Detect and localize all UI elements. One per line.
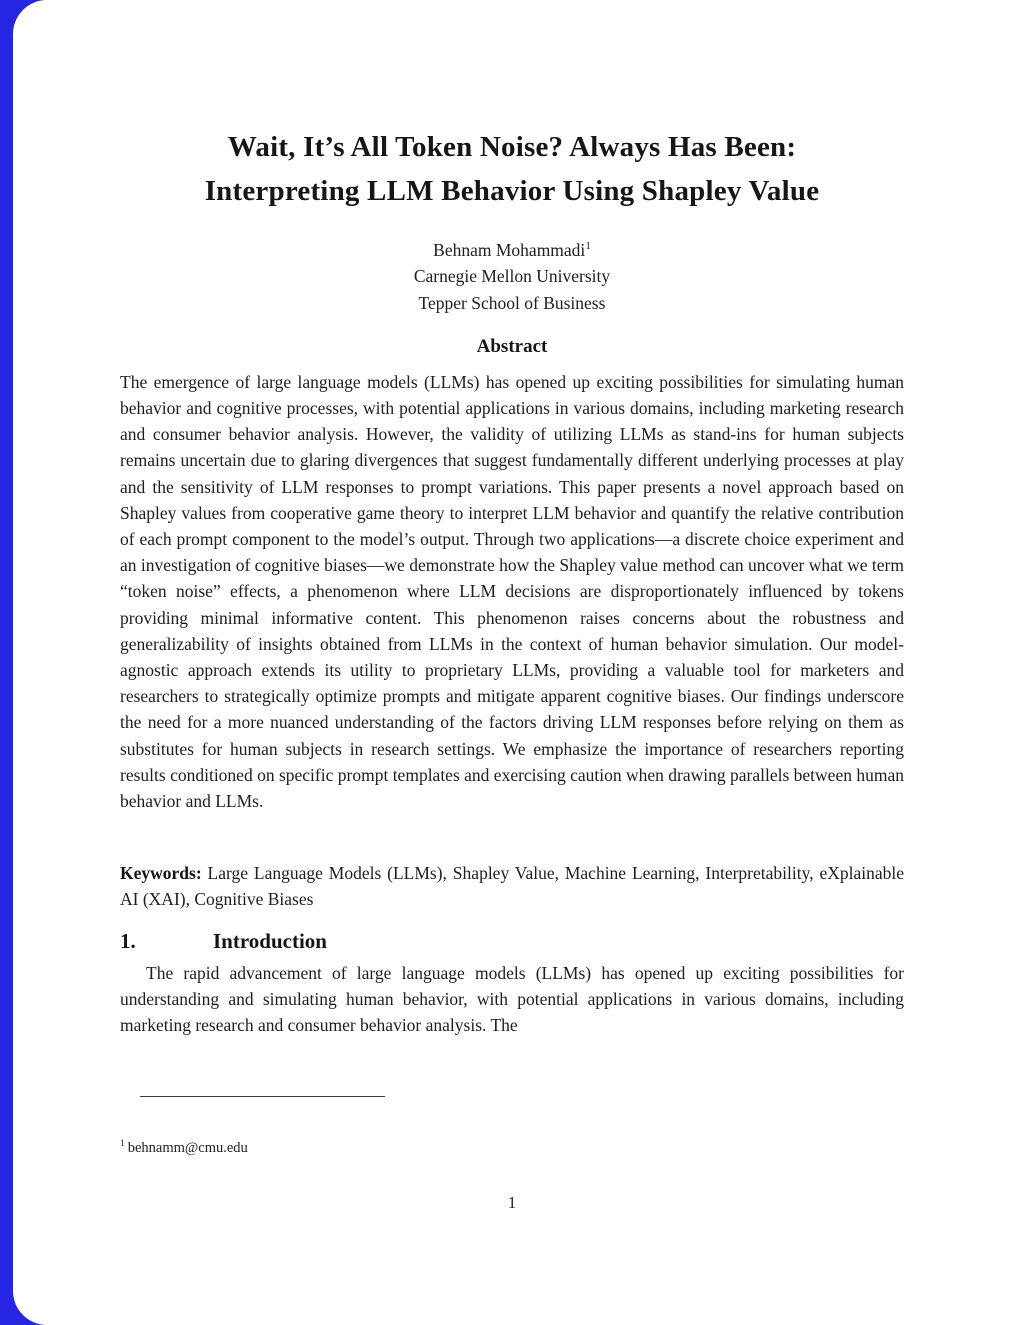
page-content — [120, 0, 904, 1213]
abstract-paragraph: The emergence of large language models (LLMs) has opened up exciting possibilities for simulating human behavior and cognitive processes, with potential applications in various domains, including marketing research and consumer behavior analysis. However, the validity of utilizing LLMs as stand-ins for human subjects remains uncertain due to glaring divergences that suggest fundamentally different underlying processes at play and the sensitivity of LLM responses to prompt variations. This paper presents a novel approach based on Shapley values from cooperative game theory to interpret LLM behavior and quantify the relative contribution of each prompt component to the model’s output. Through two applications—a discrete choice experiment and an investigation of cognitive biases—we demonstrate how the Shapley value method can uncover what we term “token noise” effects, a phenomenon where LLM decisions are disproportionately influenced by tokens providing minimal informative content. This phenomenon raises concerns about the robustness and generalizability of insights obtained from LLMs in the context of human behavior simulation. Our model-agnostic approach extends its utility to proprietary LLMs, providing a valuable tool for marketers and researchers to strategically optimize prompts and mitigate apparent cognitive biases. Our findings underscore the need for a more nuanced understanding of the factors driving LLM responses before relying on them as substitutes for human subjects in research settings. We emphasize the importance of researchers reporting results conditioned on specific prompt templates and exercising caution when drawing parallels between human behavior and LLMs. — [120, 371, 904, 811]
author-name: Behnam Mohammadi — [433, 240, 586, 260]
paper-page — [13, 0, 1024, 1325]
paper-title — [120, 126, 904, 213]
author-footnote-marker: 1 — [585, 240, 591, 253]
section-heading-introduction — [120, 929, 904, 954]
author-block — [120, 237, 904, 316]
keywords-label: Keywords: — [120, 863, 202, 884]
abstract-heading: Abstract — [476, 335, 548, 357]
section-number: 1. — [120, 928, 136, 953]
keywords-line — [120, 860, 904, 912]
author-line — [120, 237, 904, 263]
footnote-marker: 1 — [120, 1139, 125, 1150]
paper-title-line-1: Wait, It’s All Token Noise? Always Has Been: — [227, 131, 797, 163]
page-number: 1 — [507, 1193, 517, 1213]
paper-title-line-2: Interpreting LLM Behavior Using Shapley Value — [204, 174, 820, 207]
affiliation-school: Tepper School of Business — [418, 292, 606, 313]
affiliation-university: Carnegie Mellon University — [413, 266, 611, 287]
footnote-separator-rule — [140, 1096, 385, 1097]
introduction-paragraph: The rapid advancement of large language models (LLMs) has opened up exciting possibilities for understanding and simulating human behavior, with potential applications in various domains, including marketing research and consumer behavior analysis. The — [120, 962, 904, 1036]
section-title: Introduction — [213, 928, 327, 953]
keywords-text: Large Language Models (LLMs), Shapley Value, Machine Learning, Interpretability, eXplainable AI (XAI), Cognitive Biases — [120, 863, 904, 910]
footnote-email: behnamm@cmu.edu — [127, 1140, 248, 1157]
footnote — [120, 1139, 904, 1157]
